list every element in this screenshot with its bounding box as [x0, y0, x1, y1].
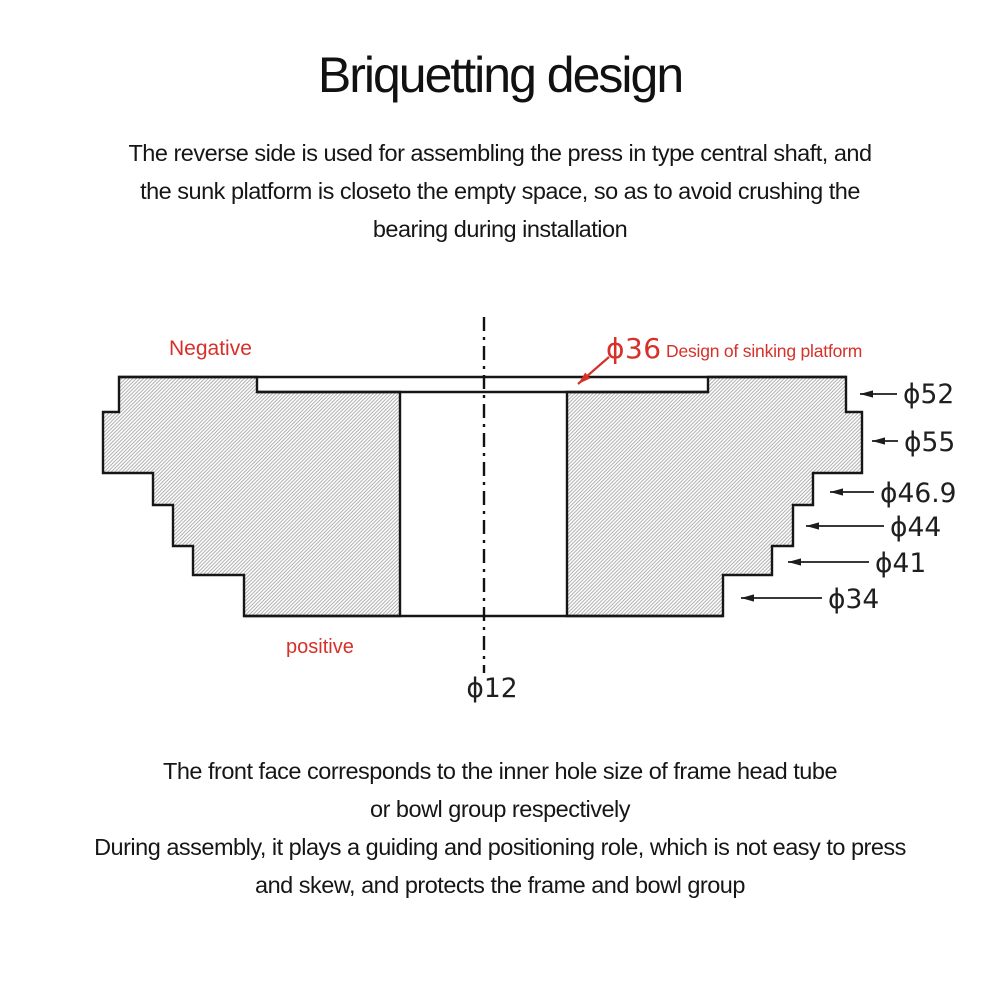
dim-label-phi12: ϕ12: [466, 673, 518, 704]
footer-paragraph: [0, 752, 1000, 904]
footer-line: The front face corresponds to the inner hole size of frame head tube: [162, 758, 838, 784]
dim-label-phi44: ϕ44: [890, 512, 942, 543]
phi36-leader-arrow: [578, 357, 609, 384]
sinking-platform-description: Design of sinking platform: [666, 341, 863, 361]
right-half-section: [567, 377, 862, 616]
dim-label-phi41: ϕ41: [875, 548, 927, 579]
footer-line: During assembly, it plays a guiding and positioning role, which is not easy to press: [94, 834, 906, 860]
footer-line: or bowl group respectively: [370, 796, 630, 822]
positive-side-label: positive: [286, 636, 354, 658]
dim-label-phi52: ϕ52: [903, 379, 955, 410]
dim-label-phi34: ϕ34: [828, 584, 880, 615]
phi36-dimension-label: ϕ36: [606, 332, 662, 365]
intro-line: the sunk platform is closeto the empty space, so as to avoid crushing the: [140, 178, 860, 204]
intro-line: bearing during installation: [372, 216, 628, 242]
dim-label-phi55: ϕ55: [904, 427, 956, 458]
footer-line: and skew, and protects the frame and bowl group: [255, 872, 745, 898]
page-title: Briquetting design: [317, 47, 683, 103]
dim-label-phi469: ϕ46.9: [880, 478, 957, 509]
left-half-section: [103, 377, 400, 616]
intro-line: The reverse side is used for assembling the press in type central shaft, and: [128, 140, 872, 166]
negative-side-label: Negative: [169, 337, 252, 360]
